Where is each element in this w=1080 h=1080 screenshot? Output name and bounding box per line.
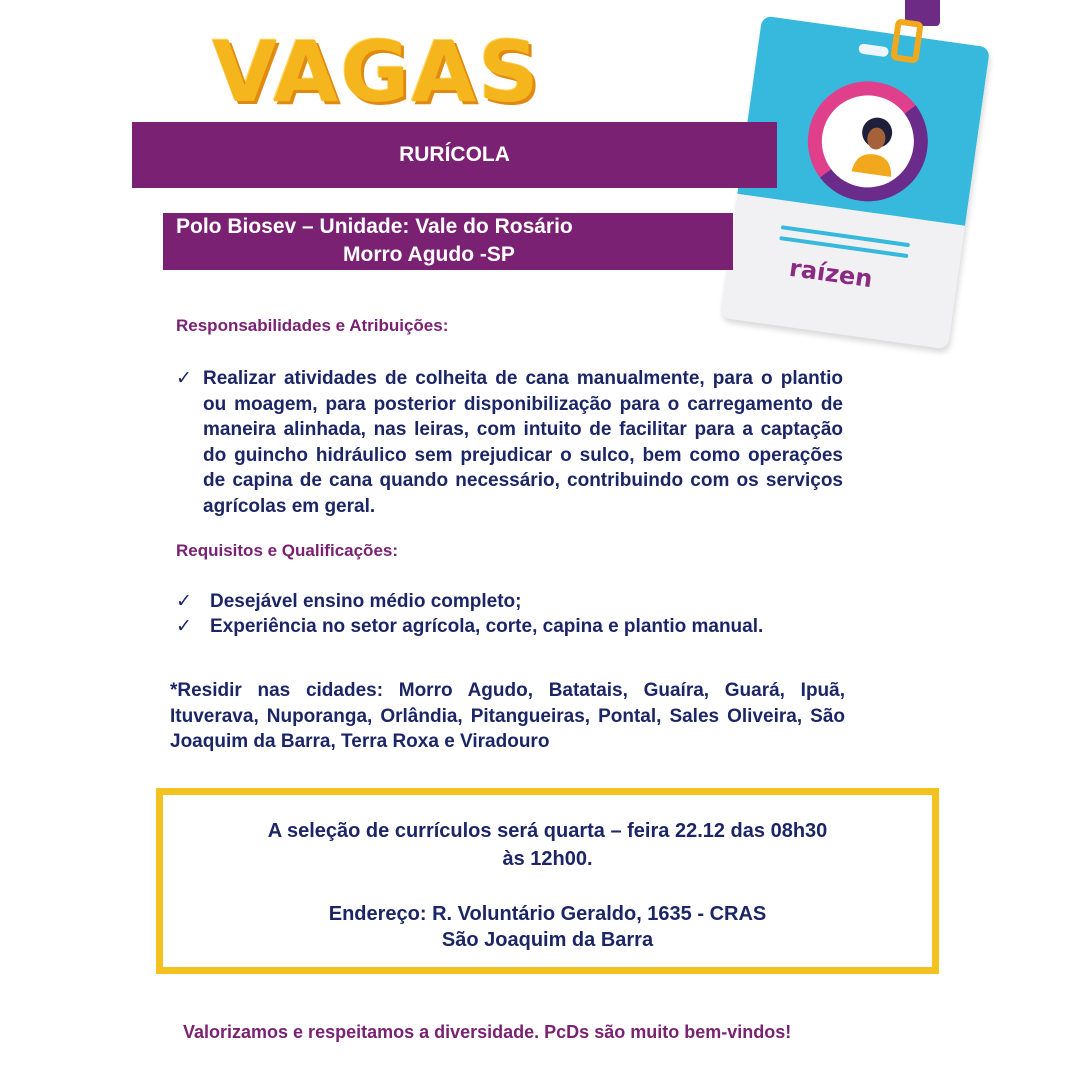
requirements-heading: Requisitos e Qualificações: — [176, 541, 399, 560]
person-icon — [848, 111, 904, 177]
check-icon: ✓ — [176, 616, 192, 637]
responsibilities-text: Realizar atividades de colheita de cana manualmente, para o plantio ou moagem, para posterior disponibilização para o carregamento de maneira alinhada, nas leiras, com intuito de facilitar para a captação do guincho hidráulico sem prejudicar o sulco, bem como operações de capina de cana quando necessário, contribuindo com os serviços agrícolas em geral. — [203, 368, 843, 517]
role-title: RURÍCOLA — [399, 143, 510, 166]
location-banner — [163, 213, 733, 270]
address-city: São Joaquim da Barra — [441, 929, 654, 951]
address-label: Endereço: — [328, 903, 427, 925]
location-line-1: Polo Biosev – Unidade: Vale do Rosário — [176, 215, 573, 238]
selection-time-line: às 12h00. — [502, 848, 593, 870]
check-icon: ✓ — [176, 591, 192, 612]
responsibilities-heading: Responsabilidades e Atribuições: — [176, 316, 449, 335]
footer-text: Valorizamos e respeitamos a diversidade. PcDs são muito bem-vindos! — [183, 1022, 792, 1042]
address-value: R. Voluntário Geraldo, 1635 - CRAS — [426, 903, 767, 925]
badge-clip — [890, 18, 924, 63]
requirement-item: Experiência no setor agrícola, corte, capina e plantio manual. — [210, 616, 764, 637]
badge-line — [781, 225, 910, 247]
address-line — [156, 903, 939, 926]
check-icon: ✓ — [176, 368, 192, 389]
requirement-item: Desejável ensino médio completo; — [210, 591, 522, 612]
role-banner — [132, 122, 777, 188]
selection-date-line: A seleção de currículos será quarta – feira 22.12 das 08h30 — [267, 820, 828, 842]
page-title: VAGAS — [212, 23, 541, 121]
residence-text: *Residir nas cidades: Morro Agudo, Batatais, Guaíra, Guará, Ipuã, Ituverava, Nuporanga, Orlândia, Pitangueiras, Pontal, Sales Oliveira, São Joaquim da Barra, Terra Roxa e Viradouro — [170, 680, 845, 752]
brand-logo: raízen — [787, 253, 875, 294]
location-line-2: Morro Agudo -SP — [343, 243, 515, 266]
